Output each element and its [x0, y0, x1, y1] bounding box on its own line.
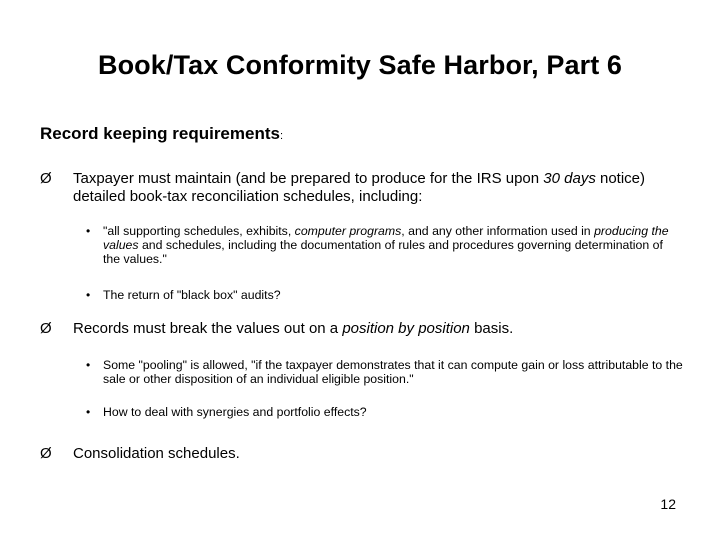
sub-point-1-text: "all supporting schedules, exhibits, [103, 224, 295, 238]
bullet-icon: • [86, 405, 91, 419]
page-number: 12 [660, 496, 676, 512]
section-heading [40, 124, 283, 144]
main-point-2-emphasis: position by position [342, 320, 470, 337]
main-point-2-text: Records must break the values out on a [73, 320, 343, 337]
bullet-icon: • [86, 288, 91, 302]
sub-point-1 [103, 224, 683, 266]
sub-point-1-emphasis-2: producing the values [103, 224, 669, 252]
main-point-2 [73, 320, 693, 338]
sub-point-2: The return of "black box" audits? [103, 288, 281, 302]
slide-title: Book/Tax Conformity Safe Harbor, Part 6 [97, 50, 623, 80]
main-point-1-text: Taxpayer must maintain (and be prepared to produce for the IRS upon [73, 170, 544, 187]
main-point-1-emphasis: 30 days [543, 170, 596, 187]
arrow-bullet-icon: Ø [40, 320, 52, 337]
sub-point-3: Some "pooling" is allowed, "if the taxpayer demonstrates that it can compute gain or loss attributable to the sale or other disposition of an individual eligible position." [103, 358, 683, 386]
main-point-1 [73, 170, 693, 206]
main-point-1-text-end: notice) detailed book-tax reconciliation schedules, including: [73, 170, 646, 205]
main-point-3: Consolidation schedules. [73, 445, 240, 462]
sub-point-1-text-mid: , and any other information used in [401, 224, 595, 238]
arrow-bullet-icon: Ø [40, 445, 52, 462]
section-heading-text: Record keeping requirements [40, 124, 280, 143]
arrow-bullet-icon: Ø [40, 170, 52, 187]
main-point-2-text-end: basis. [469, 320, 514, 337]
sub-point-4: How to deal with synergies and portfolio effects? [103, 405, 367, 419]
sub-point-1-emphasis: computer programs [294, 224, 402, 238]
sub-point-1-text-end: and schedules, including the documentation of rules and procedures governing determination of the values." [103, 238, 663, 266]
bullet-icon: • [86, 358, 91, 372]
bullet-icon: • [86, 224, 91, 238]
section-heading-colon: : [279, 130, 284, 142]
